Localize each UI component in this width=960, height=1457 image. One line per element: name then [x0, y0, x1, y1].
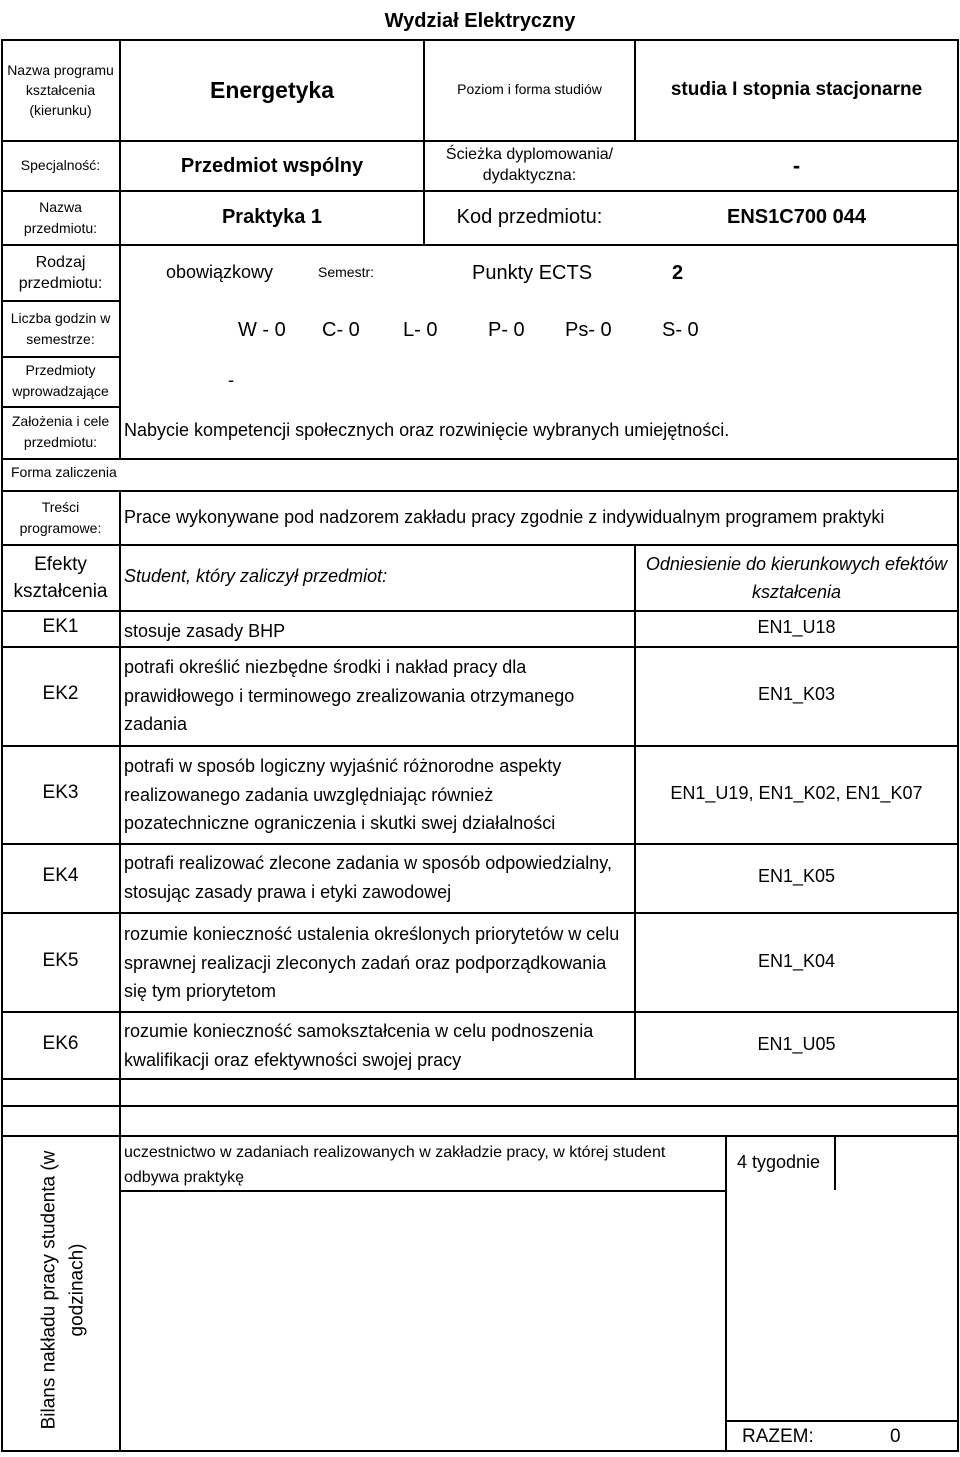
grid-line: [1, 490, 959, 492]
hours-lecture: W - 0: [238, 319, 286, 341]
programme-label-line: Nazwa programu: [7, 62, 114, 78]
outcome-id: EK5: [42, 950, 79, 971]
grid-line: [1, 1450, 959, 1452]
workload-activity-line: odbywa praktykę: [124, 1169, 245, 1186]
goals-label-line: Założenia i cele: [11, 413, 110, 429]
goals-value: Nabycie kompetencji społecznych oraz rozwinięcie wybranych umiejętności.: [124, 420, 730, 440]
outcome-description-line: zadania: [124, 714, 188, 734]
student-header: Student, który zaliczył przedmiot:: [124, 566, 388, 586]
outcome-description-line: realizowanego zadania uwzględniając również: [124, 784, 494, 805]
grid-line: [725, 1135, 727, 1452]
outcome-description-line: stosuje zasady BHP: [124, 621, 286, 641]
grid-line: [1, 190, 959, 192]
grid-line: [1, 912, 959, 914]
outcomes-label-line: kształcenia: [13, 581, 108, 602]
grid-line: [1, 356, 121, 358]
outcome-description: [124, 653, 574, 739]
content-value: Prace wykonywane pod nadzorem zakładu pracy zgodnie z indywidualnym programem praktyki: [124, 507, 885, 527]
goals-label-line: przedmiotu:: [23, 434, 98, 450]
outcome-description-line: się tym priorytetom: [124, 981, 277, 1001]
outcome-description-line: potrafi realizować zlecone zadania w sposób odpowiedzialny,: [124, 853, 612, 873]
workload-label-line: godzinach): [66, 1243, 87, 1337]
course-code-label: Kod przedmiotu:: [456, 206, 603, 228]
outcome-id: EK2: [42, 683, 79, 704]
prerequisites-label: [2, 360, 119, 402]
outcome-description: [124, 617, 285, 645]
outcome-reference: EN1_U18: [757, 617, 836, 637]
outcome-reference: EN1_K05: [757, 866, 836, 886]
grid-line: [1, 610, 959, 612]
hours-exercises: C- 0: [322, 319, 360, 341]
specialty-value: Przedmiot wspólny: [180, 155, 364, 177]
workload-amount: 4 tygodnie: [737, 1152, 821, 1172]
outcome-id: EK3: [42, 782, 79, 803]
workload-activity: [124, 1140, 665, 1190]
outcome-description-line: kwalifikacji oraz efektywności swojej pracy: [124, 1049, 462, 1070]
grid-line: [1, 1011, 959, 1013]
course-type-label: [2, 252, 119, 294]
outcome-description: [124, 849, 612, 906]
outcome-id: EK4: [42, 865, 79, 886]
outcome-reference: EN1_K03: [757, 684, 836, 704]
grid-line: [1, 544, 959, 546]
outcome-description-line: potrafi określić niezbędne środki i nakład pracy dla: [124, 657, 527, 677]
hours-label-line: semestrze:: [26, 331, 95, 347]
course-name-value: Praktyka 1: [221, 206, 323, 228]
faculty-title: Wydział Elektryczny: [384, 10, 576, 32]
grid-line: [725, 1420, 959, 1422]
outcome-description-line: pozatechniczne ograniczenia i skutki swej działalności: [124, 813, 556, 833]
outcome-description: [124, 920, 619, 1006]
outcome-reference: EN1_U19, EN1_K02, EN1_K07: [670, 783, 923, 803]
grid-line: [1, 244, 959, 246]
workload-total-label: RAZEM:: [742, 1426, 814, 1447]
outcomes-label-line: Efekty: [34, 554, 87, 575]
diploma-path-label-line: Ścieżka dyplomowania/: [445, 146, 614, 163]
outcome-description-line: prawidłowego i terminowego zrealizowania otrzymanego: [124, 685, 575, 706]
programme-label-line: kształcenia: [25, 82, 96, 98]
prerequisites-label-line: Przedmioty: [25, 362, 96, 378]
course-type-value: obowiązkowy: [166, 262, 274, 282]
outcome-reference: EN1_K04: [757, 951, 836, 971]
reference-header: [636, 550, 957, 606]
content-label-line: programowe:: [19, 520, 102, 536]
hours-label: [2, 308, 119, 350]
grid-line: [1, 1078, 959, 1080]
study-level-value: studia I stopnia stacjonarne: [670, 79, 923, 100]
content-label-line: Treści: [41, 499, 80, 515]
outcome-description: [124, 1017, 593, 1074]
grid-line: [119, 490, 121, 1452]
outcome-description-line: stosując zasady prawa i etyki zawodowej: [124, 881, 452, 902]
outcome-id: EK1: [42, 616, 79, 637]
course-code-value: ENS1C700 044: [727, 206, 866, 228]
outcomes-label: [2, 551, 119, 605]
goals-label: [2, 411, 119, 453]
hours-practice: Ps- 0: [565, 319, 612, 341]
grid-line: [1, 745, 959, 747]
specialty-label: Specjalność:: [20, 157, 101, 173]
grid-line: [1, 1135, 959, 1137]
grid-line: [834, 1135, 836, 1190]
ects-label: Punkty ECTS: [472, 262, 593, 284]
diploma-path-label-line: dydaktyczna:: [482, 167, 577, 184]
prerequisites-value: -: [228, 370, 234, 390]
grid-line: [1, 458, 959, 460]
assessment-label: Forma zaliczenia: [11, 464, 117, 480]
grid-line: [119, 1190, 725, 1192]
reference-header-line: Odniesienie do kierunkowych efektów: [645, 554, 948, 574]
workload-label-line: Bilans nakładu pracy studenta (w: [38, 1150, 60, 1430]
programme-label: [2, 60, 119, 120]
programme-label-line: (kierunku): [29, 102, 92, 118]
grid-line: [1, 843, 959, 845]
hours-label-line: Liczba godzin w: [10, 310, 111, 326]
course-type-label-line: przedmiotu:: [18, 275, 103, 292]
grid-line: [1, 300, 121, 302]
outcome-description: [124, 752, 561, 838]
study-level-label: Poziom i forma studiów: [457, 81, 602, 97]
outcome-id: EK6: [42, 1033, 79, 1054]
outcome-reference: EN1_U05: [757, 1034, 836, 1054]
course-type-label-line: Rodzaj: [35, 254, 86, 271]
grid-line: [1, 1105, 959, 1107]
diploma-path-value: -: [792, 153, 801, 178]
diploma-path-label: [425, 144, 634, 186]
ects-value: 2: [672, 262, 684, 284]
grid-line: [1, 646, 959, 648]
outcome-description-line: sprawnej realizacji zleconych zadań oraz podporządkowania: [124, 952, 607, 973]
workload-activity-line: uczestnictwo w zadaniach realizowanych w zakładzie pracy, w której student: [124, 1144, 666, 1161]
programme-value: Energetyka: [209, 77, 334, 103]
reference-header-line: kształcenia: [751, 582, 842, 602]
hours-laboratory: L- 0: [403, 319, 438, 341]
grid-line: [1, 140, 959, 142]
workload-total-value: 0: [890, 1426, 901, 1447]
grid-line: [1, 406, 121, 408]
outcome-description-line: rozumie konieczność samokształcenia w celu podnoszenia: [124, 1021, 594, 1041]
course-name-label-line: przedmiotu:: [23, 220, 98, 236]
hours-project: P- 0: [488, 319, 525, 341]
outcome-description-line: rozumie konieczność ustalenia określonych priorytetów w celu: [124, 924, 620, 944]
grid-line: [1, 39, 959, 41]
outcome-description-line: potrafi w sposób logiczny wyjaśnić różnorodne aspekty: [124, 756, 562, 776]
hours-seminar: S- 0: [662, 319, 699, 341]
content-label: [2, 497, 119, 539]
prerequisites-label-line: wprowadzające: [12, 383, 109, 399]
course-name-label: [2, 197, 119, 239]
semester-label: Semestr:: [318, 264, 375, 280]
course-name-label-line: Nazwa: [39, 199, 82, 215]
